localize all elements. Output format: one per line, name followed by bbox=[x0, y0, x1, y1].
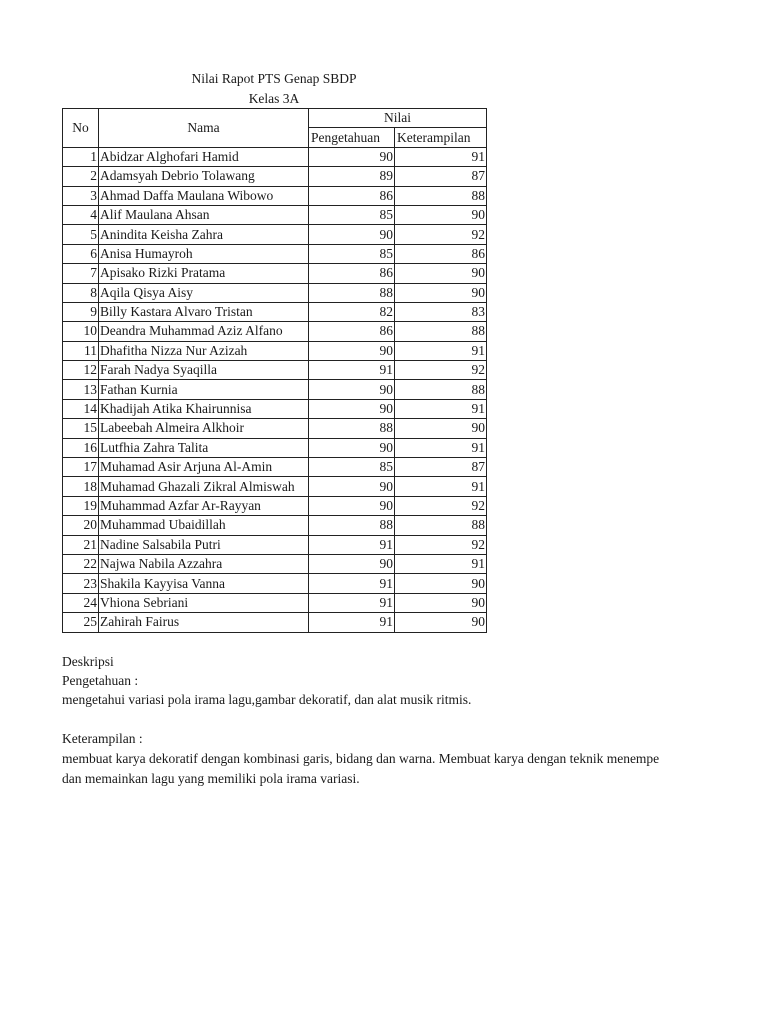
cell-no: 6 bbox=[63, 244, 99, 263]
cell-no: 8 bbox=[63, 283, 99, 302]
cell-pengetahuan: 85 bbox=[309, 205, 395, 224]
cell-nama: Shakila Kayyisa Vanna bbox=[99, 574, 309, 593]
table-row bbox=[63, 399, 487, 418]
cell-no: 1 bbox=[63, 147, 99, 166]
table-row bbox=[63, 341, 487, 360]
cell-keterampilan: 92 bbox=[395, 361, 487, 380]
cell-no: 3 bbox=[63, 186, 99, 205]
table-row bbox=[63, 205, 487, 224]
pengetahuan-description: mengetahui variasi pola irama lagu,gambar dekoratif, dan alat musik ritmis. bbox=[62, 692, 472, 707]
table-row bbox=[63, 283, 487, 302]
cell-pengetahuan: 90 bbox=[309, 147, 395, 166]
cell-no: 20 bbox=[63, 516, 99, 535]
cell-pengetahuan: 90 bbox=[309, 341, 395, 360]
cell-nama: Alif Maulana Ahsan bbox=[99, 205, 309, 224]
cell-pengetahuan: 85 bbox=[309, 458, 395, 477]
cell-pengetahuan: 90 bbox=[309, 477, 395, 496]
header-no: No bbox=[63, 109, 99, 148]
cell-keterampilan: 87 bbox=[395, 458, 487, 477]
cell-nama: Billy Kastara Alvaro Tristan bbox=[99, 302, 309, 321]
cell-keterampilan: 91 bbox=[395, 399, 487, 418]
cell-keterampilan: 91 bbox=[395, 554, 487, 573]
cell-keterampilan: 91 bbox=[395, 477, 487, 496]
cell-no: 10 bbox=[63, 322, 99, 341]
cell-pengetahuan: 88 bbox=[309, 419, 395, 438]
cell-pengetahuan: 86 bbox=[309, 322, 395, 341]
table-row bbox=[63, 496, 487, 515]
header-nilai: Nilai bbox=[309, 109, 487, 128]
cell-keterampilan: 90 bbox=[395, 283, 487, 302]
cell-pengetahuan: 91 bbox=[309, 574, 395, 593]
header-pengetahuan: Pengetahuan bbox=[309, 128, 395, 147]
table-row bbox=[63, 535, 487, 554]
table-row bbox=[63, 613, 487, 632]
cell-no: 24 bbox=[63, 593, 99, 612]
table-row bbox=[63, 302, 487, 321]
table-row bbox=[63, 322, 487, 341]
table-row bbox=[63, 419, 487, 438]
cell-keterampilan: 88 bbox=[395, 186, 487, 205]
cell-no: 12 bbox=[63, 361, 99, 380]
cell-nama: Muhamad Asir Arjuna Al-Amin bbox=[99, 458, 309, 477]
table-row bbox=[63, 186, 487, 205]
cell-keterampilan: 90 bbox=[395, 264, 487, 283]
keterampilan-label: Keterampilan : bbox=[62, 731, 143, 746]
cell-pengetahuan: 88 bbox=[309, 516, 395, 535]
cell-no: 16 bbox=[63, 438, 99, 457]
cell-no: 23 bbox=[63, 574, 99, 593]
cell-nama: Apisako Rizki Pratama bbox=[99, 264, 309, 283]
table-row bbox=[63, 438, 487, 457]
cell-no: 21 bbox=[63, 535, 99, 554]
description-title: Deskripsi bbox=[62, 654, 114, 669]
cell-no: 17 bbox=[63, 458, 99, 477]
cell-keterampilan: 83 bbox=[395, 302, 487, 321]
table-row bbox=[63, 477, 487, 496]
cell-nama: Aqila Qisya Aisy bbox=[99, 283, 309, 302]
cell-keterampilan: 88 bbox=[395, 380, 487, 399]
cell-pengetahuan: 89 bbox=[309, 167, 395, 186]
cell-keterampilan: 90 bbox=[395, 419, 487, 438]
cell-keterampilan: 87 bbox=[395, 167, 487, 186]
cell-pengetahuan: 91 bbox=[309, 613, 395, 632]
cell-pengetahuan: 91 bbox=[309, 535, 395, 554]
cell-nama: Lutfhia Zahra Talita bbox=[99, 438, 309, 457]
keterampilan-line: membuat karya dekoratif dengan kombinasi garis, bidang dan warna. Membuat karya dengan teknik menempe bbox=[62, 751, 660, 766]
cell-pengetahuan: 86 bbox=[309, 264, 395, 283]
cell-no: 15 bbox=[63, 419, 99, 438]
table-row bbox=[63, 380, 487, 399]
cell-nama: Fathan Kurnia bbox=[99, 380, 309, 399]
cell-nama: Nadine Salsabila Putri bbox=[99, 535, 309, 554]
cell-pengetahuan: 86 bbox=[309, 186, 395, 205]
cell-pengetahuan: 91 bbox=[309, 593, 395, 612]
keterampilan-description bbox=[62, 749, 722, 788]
cell-no: 5 bbox=[63, 225, 99, 244]
cell-nama: Muhammad Ubaidillah bbox=[99, 516, 309, 535]
cell-nama: Anisa Humayroh bbox=[99, 244, 309, 263]
cell-nama: Najwa Nabila Azzahra bbox=[99, 554, 309, 573]
document-title: Nilai Rapot PTS Genap SBDP bbox=[191, 71, 357, 86]
cell-keterampilan: 91 bbox=[395, 147, 487, 166]
cell-no: 25 bbox=[63, 613, 99, 632]
cell-nama: Abidzar Alghofari Hamid bbox=[99, 147, 309, 166]
cell-keterampilan: 90 bbox=[395, 574, 487, 593]
cell-keterampilan: 91 bbox=[395, 438, 487, 457]
cell-no: 4 bbox=[63, 205, 99, 224]
table-row bbox=[63, 593, 487, 612]
table-row bbox=[63, 574, 487, 593]
table-row bbox=[63, 361, 487, 380]
cell-no: 18 bbox=[63, 477, 99, 496]
cell-keterampilan: 90 bbox=[395, 613, 487, 632]
cell-nama: Ahmad Daffa Maulana Wibowo bbox=[99, 186, 309, 205]
cell-pengetahuan: 85 bbox=[309, 244, 395, 263]
pengetahuan-label: Pengetahuan : bbox=[62, 673, 139, 688]
cell-pengetahuan: 90 bbox=[309, 225, 395, 244]
cell-nama: Muhammad Azfar Ar-Rayyan bbox=[99, 496, 309, 515]
cell-keterampilan: 90 bbox=[395, 593, 487, 612]
table-row bbox=[63, 244, 487, 263]
cell-nama: Vhiona Sebriani bbox=[99, 593, 309, 612]
cell-keterampilan: 88 bbox=[395, 322, 487, 341]
table-row bbox=[63, 516, 487, 535]
cell-keterampilan: 92 bbox=[395, 496, 487, 515]
cell-pengetahuan: 90 bbox=[309, 380, 395, 399]
cell-nama: Deandra Muhammad Aziz Alfano bbox=[99, 322, 309, 341]
cell-pengetahuan: 91 bbox=[309, 361, 395, 380]
cell-pengetahuan: 90 bbox=[309, 438, 395, 457]
table-row bbox=[63, 225, 487, 244]
header-keterampilan: Keterampilan bbox=[395, 128, 487, 147]
cell-nama: Farah Nadya Syaqilla bbox=[99, 361, 309, 380]
table-row bbox=[63, 167, 487, 186]
table-row bbox=[63, 554, 487, 573]
grades-table bbox=[62, 108, 487, 633]
cell-pengetahuan: 88 bbox=[309, 283, 395, 302]
cell-no: 14 bbox=[63, 399, 99, 418]
cell-no: 2 bbox=[63, 167, 99, 186]
cell-keterampilan: 92 bbox=[395, 535, 487, 554]
cell-nama: Anindita Keisha Zahra bbox=[99, 225, 309, 244]
cell-no: 22 bbox=[63, 554, 99, 573]
cell-no: 9 bbox=[63, 302, 99, 321]
cell-no: 13 bbox=[63, 380, 99, 399]
cell-keterampilan: 90 bbox=[395, 205, 487, 224]
cell-pengetahuan: 90 bbox=[309, 496, 395, 515]
cell-nama: Adamsyah Debrio Tolawang bbox=[99, 167, 309, 186]
cell-nama: Muhamad Ghazali Zikral Almiswah bbox=[99, 477, 309, 496]
cell-no: 7 bbox=[63, 264, 99, 283]
table-row bbox=[63, 458, 487, 477]
cell-keterampilan: 91 bbox=[395, 341, 487, 360]
class-subtitle: Kelas 3A bbox=[248, 91, 300, 106]
cell-keterampilan: 92 bbox=[395, 225, 487, 244]
cell-no: 19 bbox=[63, 496, 99, 515]
header-nama: Nama bbox=[99, 109, 309, 148]
cell-pengetahuan: 90 bbox=[309, 554, 395, 573]
grades-table-header bbox=[63, 109, 487, 148]
cell-keterampilan: 88 bbox=[395, 516, 487, 535]
cell-pengetahuan: 90 bbox=[309, 399, 395, 418]
cell-nama: Zahirah Fairus bbox=[99, 613, 309, 632]
table-row bbox=[63, 264, 487, 283]
grades-table-body bbox=[63, 147, 487, 632]
cell-pengetahuan: 82 bbox=[309, 302, 395, 321]
cell-nama: Khadijah Atika Khairunnisa bbox=[99, 399, 309, 418]
keterampilan-line: dan memainkan lagu yang memiliki pola irama variasi. bbox=[62, 770, 360, 786]
cell-no: 11 bbox=[63, 341, 99, 360]
cell-nama: Labeebah Almeira Alkhoir bbox=[99, 419, 309, 438]
cell-keterampilan: 86 bbox=[395, 244, 487, 263]
cell-nama: Dhafitha Nizza Nur Azizah bbox=[99, 341, 309, 360]
table-row bbox=[63, 147, 487, 166]
